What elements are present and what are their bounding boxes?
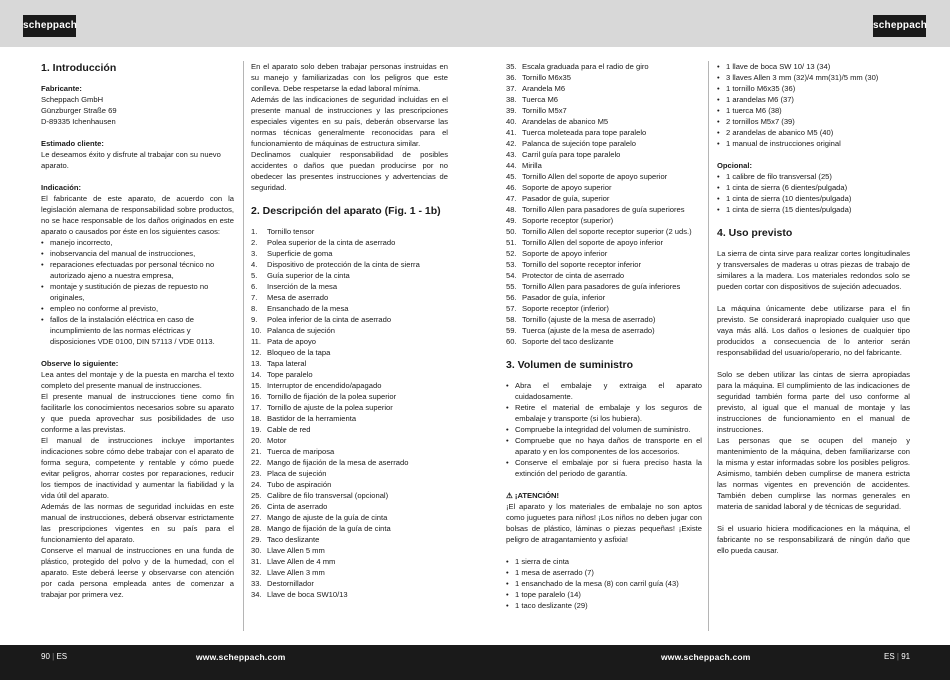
contents-list bbox=[506, 556, 702, 611]
parts-list-item bbox=[251, 336, 448, 347]
item-number: 23. bbox=[251, 469, 262, 478]
item-label: Tornillo de fijación de la polea superior bbox=[267, 392, 397, 401]
website-link[interactable]: www.scheppach.com bbox=[196, 652, 286, 662]
list-item: • 1 cinta de sierra (6 dientes/pulgada) bbox=[717, 182, 910, 193]
parts-list-item bbox=[251, 325, 448, 336]
item-number: 38. bbox=[506, 95, 517, 104]
parts-list-item bbox=[251, 512, 448, 523]
column-3 bbox=[506, 61, 702, 611]
item-label: Bastidor de la herramienta bbox=[267, 414, 357, 423]
section-heading: 1. Introducción bbox=[41, 62, 117, 74]
item-label: Tornillo Allen para pasadores de guía inferiores bbox=[522, 282, 681, 291]
list-item: • reparaciones efectuadas por personal técnico no autorizado ajeno a nuestra empresa, bbox=[41, 259, 234, 281]
item-number: 57. bbox=[506, 304, 517, 313]
item-number: 45. bbox=[506, 172, 517, 181]
paragraph: En el aparato solo deben trabajar personas instruidas en su manejo y familiarizadas con los peligros que este conlleva. Debe respetarse la edad laboral mínima. bbox=[251, 62, 448, 93]
parts-list-item bbox=[506, 270, 702, 281]
list-item: • 1 manual de instrucciones original bbox=[717, 138, 910, 149]
item-label: Tapa lateral bbox=[267, 359, 307, 368]
item-label: Soporte del taco deslizante bbox=[522, 337, 614, 346]
item-number: 6. bbox=[251, 282, 258, 291]
item-number: 3. bbox=[251, 249, 258, 258]
item-number: 58. bbox=[506, 315, 517, 324]
parts-list-item bbox=[251, 380, 448, 391]
item-number: 11. bbox=[251, 337, 261, 346]
item-label: Pasador de guía, inferior bbox=[522, 293, 606, 302]
item-label: Destornillador bbox=[267, 579, 314, 588]
item-label: Mango de ajuste de la guía de cinta bbox=[267, 513, 388, 522]
item-label: Tornillo Allen del soporte de apoyo superior bbox=[522, 172, 668, 181]
parts-list-item bbox=[506, 237, 702, 248]
item-label: Soporte receptor (inferior) bbox=[522, 304, 609, 313]
item-number: 31. bbox=[251, 557, 262, 566]
item-label: Tope paralelo bbox=[267, 370, 313, 379]
item-label: Bloqueo de la tapa bbox=[267, 348, 331, 357]
optional-list bbox=[717, 171, 910, 215]
parts-list-item bbox=[251, 424, 448, 435]
item-label: Ensanchado de la mesa bbox=[267, 304, 349, 313]
page-number-right: ES | 91 bbox=[884, 652, 911, 661]
item-number: 22. bbox=[251, 458, 262, 467]
parts-list-item bbox=[251, 413, 448, 424]
parts-list-item bbox=[506, 160, 702, 171]
item-label: Soporte de apoyo superior bbox=[522, 183, 612, 192]
paragraph: El presente manual de instrucciones tiene como fin facilitarle los conocimientos necesarios sobre su aparato y que pueda aprovechar sus posibilidades de uso conforme a las previstas. bbox=[41, 392, 234, 434]
paragraph: El manual de instrucciones incluye importantes indicaciones sobre cómo debe trabajar con el aparato de forma segura, competente y rentable y cómo puede evitar peligros, ahorrar costes por reparaciones, reducir los tiempos de inactividad y aumentar la fiabilidad y la vida útil del aparato. bbox=[41, 436, 234, 500]
parts-list-item bbox=[251, 281, 448, 292]
parts-list-item bbox=[251, 259, 448, 270]
warning-text: ¡El aparato y los materiales de embalaje no son aptos como juguetes para niños! ¡Los niños no deben jugar con bolsas de plástico, láminas o piezas pequeñas! ¡Existe peligro de atragantamiento y asfixia! bbox=[506, 502, 702, 544]
parts-list-item bbox=[506, 72, 702, 83]
item-label: Interruptor de encendido/apagado bbox=[267, 381, 382, 390]
list-item: • 1 cinta de sierra (10 dientes/pulgada) bbox=[717, 193, 910, 204]
parts-list-item bbox=[506, 149, 702, 160]
item-label: Cable de red bbox=[267, 425, 311, 434]
parts-list-item bbox=[251, 534, 448, 545]
contents-list bbox=[717, 61, 910, 149]
parts-list-item bbox=[251, 391, 448, 402]
item-label: Mango de fijación de la guía de cinta bbox=[267, 524, 391, 533]
scheppach-logo: scheppach bbox=[23, 15, 76, 37]
item-number: 4. bbox=[251, 260, 258, 269]
paragraph: Además de las normas de seguridad incluidas en este manual de instrucciones, deberá observar estrictamente las prescripciones vigentes en su país para el funcionamiento del aparato. bbox=[41, 502, 234, 544]
list-item: • 2 arandelas de abanico M5 (40) bbox=[717, 127, 910, 138]
parts-list-item bbox=[251, 446, 448, 457]
paragraph: Conserve el manual de instrucciones en una funda de plástico, protegido del polvo y de la humedad, con el aparato. Este deberá leerse y observarse con atención por cada persona empleada antes de comenzar a trabajar por primera vez. bbox=[41, 546, 234, 599]
item-label: Pata de apoyo bbox=[267, 337, 316, 346]
item-number: 26. bbox=[251, 502, 262, 511]
item-number: 12. bbox=[251, 348, 262, 357]
item-label: Tuerca (ajuste de la mesa de aserrado) bbox=[522, 326, 655, 335]
parts-list-item bbox=[506, 215, 702, 226]
parts-list-item bbox=[506, 292, 702, 303]
parts-list-item bbox=[506, 204, 702, 215]
parts-list-item bbox=[506, 325, 702, 336]
item-number: 54. bbox=[506, 271, 517, 280]
paragraph: La sierra de cinta sirve para realizar cortes longitudinales y transversales de maderas u otras piezas de trabajo de similares a la madera. Los materiales redondos solo se pueden cortar con dispositivos de sujeción adecuados. bbox=[717, 249, 910, 291]
item-number: 52. bbox=[506, 249, 517, 258]
item-number: 15. bbox=[251, 381, 262, 390]
parts-list-item bbox=[251, 402, 448, 413]
item-label: Tubo de aspiración bbox=[267, 480, 332, 489]
item-number: 5. bbox=[251, 271, 258, 280]
parts-list-item bbox=[506, 226, 702, 237]
section-heading: 4. Uso previsto bbox=[717, 227, 793, 239]
list-item: • 1 cinta de sierra (15 dientes/pulgada) bbox=[717, 204, 910, 215]
parts-list-item bbox=[251, 567, 448, 578]
item-label: Guía superior de la cinta bbox=[267, 271, 350, 280]
parts-list-item bbox=[251, 501, 448, 512]
footer-bar bbox=[0, 645, 950, 680]
item-number: 20. bbox=[251, 436, 262, 445]
item-label: Tornillo de ajuste de la polea superior bbox=[267, 403, 393, 412]
item-number: 7. bbox=[251, 293, 258, 302]
list-item: • 1 tornillo M6x35 (36) bbox=[717, 83, 910, 94]
item-label: Taco deslizante bbox=[267, 535, 320, 544]
parts-list bbox=[251, 226, 448, 600]
list-item: • manejo incorrecto, bbox=[41, 237, 234, 248]
parts-list-item bbox=[251, 589, 448, 600]
item-label: Calibre de filo transversal (opcional) bbox=[267, 491, 389, 500]
item-label: Superficie de goma bbox=[267, 249, 333, 258]
item-number: 55. bbox=[506, 282, 517, 291]
column-2 bbox=[251, 61, 448, 600]
list-item: • Conserve el embalaje por si fuera preciso hasta la extinción del periodo de garantía. bbox=[506, 457, 702, 479]
item-number: 27. bbox=[251, 513, 262, 522]
parts-list-item bbox=[506, 193, 702, 204]
list-item: • 1 calibre de filo transversal (25) bbox=[717, 171, 910, 182]
list-item: • 2 tornillos M5x7 (39) bbox=[717, 116, 910, 127]
parts-list-item bbox=[506, 259, 702, 270]
list-item: • 1 mesa de aserrado (7) bbox=[506, 567, 702, 578]
list-item: • inobservancia del manual de instrucciones, bbox=[41, 248, 234, 259]
parts-list-item bbox=[506, 116, 702, 127]
parts-list-item bbox=[506, 336, 702, 347]
website-link[interactable]: www.scheppach.com bbox=[661, 652, 751, 662]
manufacturer-block bbox=[41, 83, 234, 127]
item-label: Protector de cinta de aserrado bbox=[522, 271, 625, 280]
item-label: Polea superior de la cinta de aserrado bbox=[267, 238, 396, 247]
parts-list-item bbox=[506, 281, 702, 292]
item-number: 28. bbox=[251, 524, 262, 533]
parts-list-item bbox=[506, 182, 702, 193]
item-label: Palanca de sujeción tope paralelo bbox=[522, 139, 636, 148]
item-number: 40. bbox=[506, 117, 517, 126]
parts-list-item bbox=[506, 61, 702, 72]
parts-list-item bbox=[251, 435, 448, 446]
customer-block bbox=[41, 138, 234, 171]
item-label: Tornillo Allen para pasadores de guía superiores bbox=[522, 205, 685, 214]
parts-list-item bbox=[251, 479, 448, 490]
item-label: Mango de fijación de la mesa de aserrado bbox=[267, 458, 409, 467]
item-label: Pasador de guía, superior bbox=[522, 194, 610, 203]
paragraph: Declinamos cualquier responsabilidad de posibles accidentes o daños que puedan producirse por no obedecer las presentes instrucciones y advertencias de seguridad. bbox=[251, 150, 448, 192]
list-item: • Compruebe que no haya daños de transporte en el aparato y en los componentes de los accesorios. bbox=[506, 435, 702, 457]
list-item: • 1 llave de boca SW 10/ 13 (34) bbox=[717, 61, 910, 72]
item-label: Tornillo Allen del soporte de apoyo inferior bbox=[522, 238, 663, 247]
parts-list-item bbox=[251, 270, 448, 281]
item-label: Tornillo Allen del soporte receptor superior (2 uds.) bbox=[522, 227, 692, 236]
item-label: Llave Allen 5 mm bbox=[267, 546, 325, 555]
parts-list-item bbox=[251, 303, 448, 314]
item-number: 29. bbox=[251, 535, 262, 544]
intro-continuation bbox=[251, 61, 448, 193]
paragraph: Si el usuario hiciera modificaciones en la máquina, el fabricante no se responsabilizará de ningún daño que ello pueda causar. bbox=[717, 524, 910, 555]
item-number: 32. bbox=[251, 568, 262, 577]
parts-list-item bbox=[251, 490, 448, 501]
list-item: • 1 ensanchado de la mesa (8) con carril guía (43) bbox=[506, 578, 702, 589]
column-1 bbox=[41, 61, 234, 600]
parts-list-item bbox=[251, 292, 448, 303]
parts-list-item bbox=[251, 226, 448, 237]
warning-title: ⚠ ¡ATENCIÓN! bbox=[506, 491, 560, 500]
list-item: • Retire el material de embalaje y los seguros de embalaje y transporte (si los hubiera). bbox=[506, 402, 702, 424]
paragraph: La máquina únicamente debe utilizarse para el fin previsto. Se considerará inapropiado cualquier uso que vaya más allá. Los daños o lesiones de cualquier tipo producidos a consecuencia de lo anterior serán responsabilidad del usuario/operario, no del fabricante. bbox=[717, 304, 910, 357]
item-number: 1. bbox=[251, 227, 258, 236]
manufacturer-line: Scheppach GmbH bbox=[41, 95, 104, 104]
parts-list-item bbox=[506, 127, 702, 138]
section-heading: 2. Descripción del aparato (Fig. 1 - 1b) bbox=[251, 205, 441, 217]
observe-label: Observe lo siguiente: bbox=[41, 359, 119, 368]
list-item: • Abra el embalaje y extraiga el aparato cuidadosamente. bbox=[506, 380, 702, 402]
paragraph: Lea antes del montaje y de la puesta en marcha el texto completo del presente manual de instrucciones. bbox=[41, 370, 234, 390]
parts-list-item bbox=[251, 314, 448, 325]
list-item: • Compruebe la integridad del volumen de suministro. bbox=[506, 424, 702, 435]
item-number: 47. bbox=[506, 194, 517, 203]
parts-list-item bbox=[506, 138, 702, 149]
item-number: 39. bbox=[506, 106, 517, 115]
item-number: 33. bbox=[251, 579, 262, 588]
parts-list-item bbox=[251, 347, 448, 358]
item-number: 48. bbox=[506, 205, 517, 214]
column-divider bbox=[243, 61, 244, 631]
parts-list-item bbox=[506, 83, 702, 94]
manufacturer-line: D-89335 Ichenhausen bbox=[41, 117, 116, 126]
item-label: Tornillo tensor bbox=[267, 227, 315, 236]
item-number: 53. bbox=[506, 260, 517, 269]
item-label: Escala graduada para el radio de giro bbox=[522, 62, 649, 71]
item-label: Cinta de aserrado bbox=[267, 502, 328, 511]
item-label: Tornillo (ajuste de la mesa de aserrado) bbox=[522, 315, 656, 324]
item-number: 51. bbox=[506, 238, 517, 247]
parts-list-item bbox=[506, 94, 702, 105]
item-label: Llave Allen 3 mm bbox=[267, 568, 325, 577]
item-label: Tornillo M6x35 bbox=[522, 73, 571, 82]
item-label: Tuerca M6 bbox=[522, 95, 559, 104]
column-divider bbox=[708, 61, 709, 631]
warning-block bbox=[506, 490, 702, 545]
item-label: Llave Allen de 4 mm bbox=[267, 557, 336, 566]
item-label: Inserción de la mesa bbox=[267, 282, 338, 291]
item-number: 42. bbox=[506, 139, 517, 148]
item-number: 2. bbox=[251, 238, 258, 247]
parts-list-item bbox=[251, 248, 448, 259]
list-item: • montaje y sustitución de piezas de repuesto no originales, bbox=[41, 281, 234, 303]
optional-label: Opcional: bbox=[717, 161, 753, 170]
section-heading: 3. Volumen de suministro bbox=[506, 359, 633, 371]
item-label: Tuerca de mariposa bbox=[267, 447, 335, 456]
manufacturer-line: Günzburger Straße 69 bbox=[41, 106, 117, 115]
item-number: 49. bbox=[506, 216, 517, 225]
list-item: • 1 tuerca M6 (38) bbox=[717, 105, 910, 116]
paragraph: Las personas que se ocupen del manejo y mantenimiento de la máquina, deben familiarizarse con la misma y estar informadas sobre los posibles peligros. Asimismo, también deben cumplirse de manera estricta las normas vigentes en prevención de accidentes. También deben cumplirse las normas generales en materia de sanidad laboral y de técnicas de seguridad. bbox=[717, 436, 910, 511]
column-4 bbox=[717, 61, 910, 556]
item-number: 10. bbox=[251, 326, 262, 335]
item-label: Polea inferior de la cinta de aserrado bbox=[267, 315, 392, 324]
item-label: Tornillo del soporte receptor inferior bbox=[522, 260, 642, 269]
item-number: 17. bbox=[251, 403, 262, 412]
item-number: 21. bbox=[251, 447, 262, 456]
item-number: 43. bbox=[506, 150, 517, 159]
parts-list-item bbox=[251, 237, 448, 248]
item-number: 14. bbox=[251, 370, 262, 379]
parts-list-item bbox=[251, 556, 448, 567]
scheppach-logo: scheppach bbox=[873, 15, 926, 37]
item-label: Arandelas de abanico M5 bbox=[522, 117, 609, 126]
item-label: Llave de boca SW10/13 bbox=[267, 590, 348, 599]
parts-list-item bbox=[506, 105, 702, 116]
item-number: 19. bbox=[251, 425, 262, 434]
item-label: Mesa de aserrado bbox=[267, 293, 329, 302]
header-bar bbox=[0, 0, 950, 47]
item-number: 30. bbox=[251, 546, 262, 555]
list-item: • empleo no conforme al previsto, bbox=[41, 303, 234, 314]
item-label: Soporte receptor (superior) bbox=[522, 216, 614, 225]
indication-label: Indicación: bbox=[41, 183, 82, 192]
item-label: Arandela M6 bbox=[522, 84, 566, 93]
item-number: 25. bbox=[251, 491, 262, 500]
parts-list-item bbox=[506, 314, 702, 325]
supply-steps bbox=[506, 380, 702, 479]
item-label: Soporte de apoyo inferior bbox=[522, 249, 608, 258]
list-item: • 1 sierra de cinta bbox=[506, 556, 702, 567]
item-label: Tuerca moleteada para tope paralelo bbox=[522, 128, 647, 137]
manufacturer-label: Fabricante: bbox=[41, 84, 82, 93]
parts-list-item bbox=[251, 457, 448, 468]
parts-list-item bbox=[506, 171, 702, 182]
parts-list-item bbox=[506, 303, 702, 314]
item-number: 59. bbox=[506, 326, 517, 335]
parts-list-item bbox=[506, 248, 702, 259]
item-number: 16. bbox=[251, 392, 262, 401]
item-number: 46. bbox=[506, 183, 517, 192]
page-number-left: 90 | ES bbox=[41, 652, 68, 661]
item-number: 13. bbox=[251, 359, 262, 368]
item-number: 37. bbox=[506, 84, 517, 93]
indication-text: El fabricante de este aparato, de acuerdo con la legislación alemana de responsabilidad sobre productos, no se hace responsable de los daños originados en este aparato o causados por éste en los siguientes casos: bbox=[41, 194, 234, 236]
paragraph: Solo se deben utilizar las cintas de sierra apropiadas para la máquina. El cumplimiento de las indicaciones de seguridad también forma parte del uso conforme al previsto, al igual que el manual de montaje y las instrucciones de funcionamiento en el manual de instrucciones. bbox=[717, 370, 910, 434]
item-number: 24. bbox=[251, 480, 262, 489]
item-number: 41. bbox=[506, 128, 517, 137]
item-number: 44. bbox=[506, 161, 517, 170]
item-label: Palanca de sujeción bbox=[267, 326, 335, 335]
item-label: Mirilla bbox=[522, 161, 542, 170]
list-item: • 1 taco deslizante (29) bbox=[506, 600, 702, 611]
item-number: 50. bbox=[506, 227, 517, 236]
parts-list bbox=[506, 61, 702, 347]
parts-list-item bbox=[251, 468, 448, 479]
item-label: Dispositivo de protección de la cinta de sierra bbox=[267, 260, 420, 269]
customer-text: Le deseamos éxito y disfrute al trabajar con su nuevo aparato. bbox=[41, 150, 221, 170]
parts-list-item bbox=[251, 523, 448, 534]
list-item: • 1 tope paralelo (14) bbox=[506, 589, 702, 600]
item-number: 18. bbox=[251, 414, 262, 423]
item-label: Motor bbox=[267, 436, 287, 445]
parts-list-item bbox=[251, 578, 448, 589]
parts-list-item bbox=[251, 369, 448, 380]
item-number: 8. bbox=[251, 304, 258, 313]
indication-list bbox=[41, 237, 234, 347]
item-number: 35. bbox=[506, 62, 517, 71]
item-label: Tornillo M5x7 bbox=[522, 106, 567, 115]
item-number: 34. bbox=[251, 590, 262, 599]
list-item: • fallos de la instalación eléctrica en caso de incumplimiento de las normas eléctricas y disposiciones VDE 0100, DIN 57113 / VDE 0113. bbox=[41, 314, 234, 347]
item-number: 60. bbox=[506, 337, 517, 346]
item-number: 56. bbox=[506, 293, 517, 302]
item-number: 9. bbox=[251, 315, 258, 324]
indication-block bbox=[41, 182, 234, 347]
item-label: Carril guía para tope paralelo bbox=[522, 150, 621, 159]
customer-label: Estimado cliente: bbox=[41, 139, 104, 148]
parts-list-item bbox=[251, 358, 448, 369]
list-item: • 1 arandelas M6 (37) bbox=[717, 94, 910, 105]
item-label: Placa de sujeción bbox=[267, 469, 327, 478]
parts-list-item bbox=[251, 545, 448, 556]
paragraph: Además de las indicaciones de seguridad incluidas en el presente manual de instrucciones y las prescripciones especiales vigentes en su país, deberán observarse las normas técnicas generalmente reconocidas para el funcionamiento de máquinas de estructura similar. bbox=[251, 95, 448, 148]
observe-block bbox=[41, 358, 234, 600]
list-item: • 3 llaves Allen 3 mm (32)/4 mm(31)/5 mm (30) bbox=[717, 72, 910, 83]
item-number: 36. bbox=[506, 73, 517, 82]
